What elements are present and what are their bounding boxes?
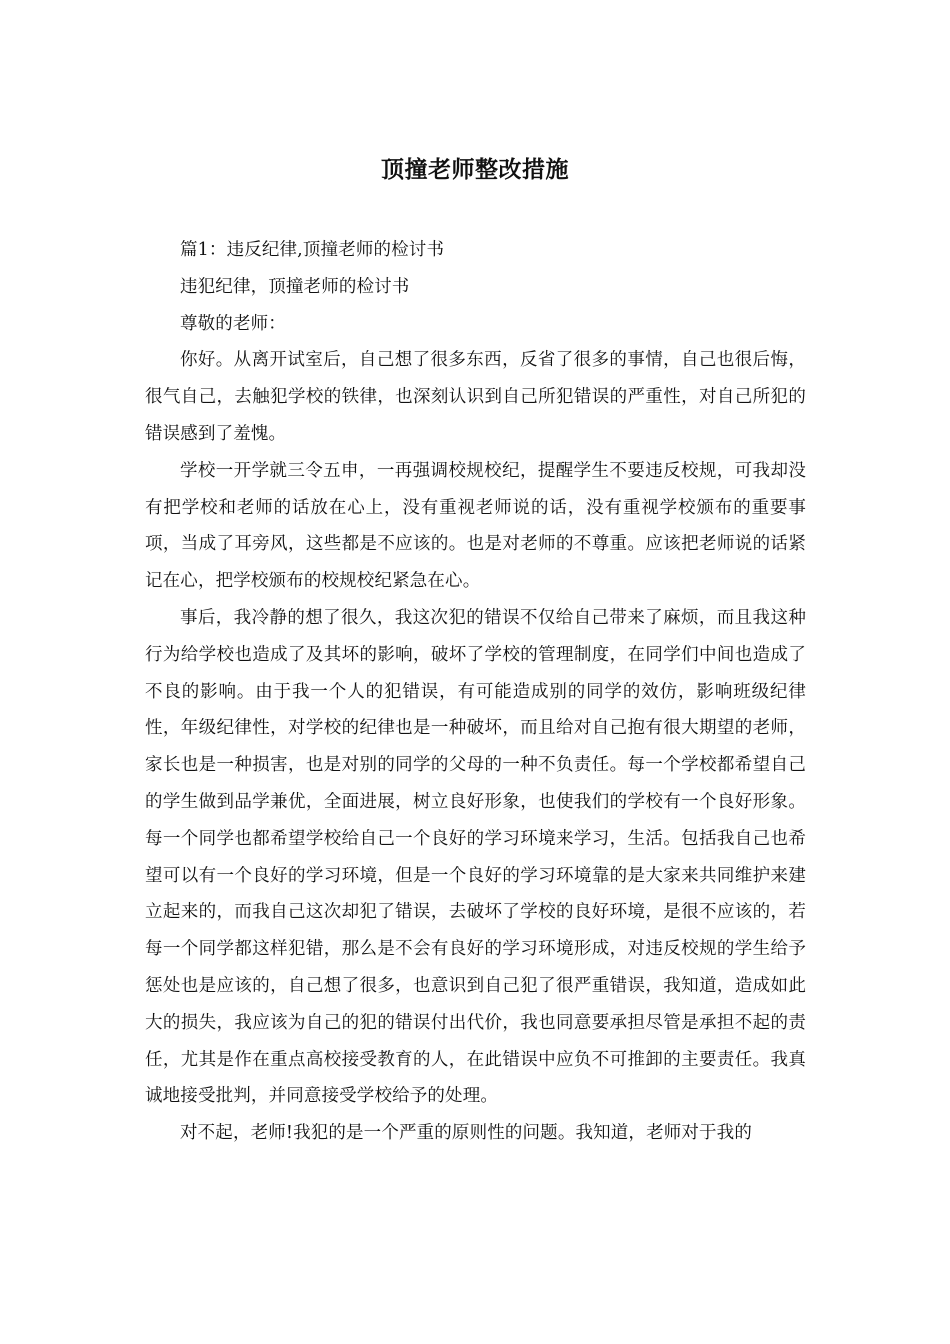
document-title: 顶撞老师整改措施 [381,156,569,183]
paragraph-body: 事后，我冷静的想了很久，我这次犯的错误不仅给自己带来了麻烦，而且我这种行为给学校也造成了及其坏的影响，破坏了学校的管理制度，在同学们中间也造成了不良的影响。由于我一个人的犯错误，有可能造成别的同学的效仿，影响班级纪律性，年级纪律性，对学校的纪律也是一种破坏，而且给对自己抱有很大期望的老师，家长也是一种损害，也是对别的同学的父母的一种不负责任。每一个学校都希望自己的学生做到品学兼优，全面进展，树立良好形象，也使我们的学校有一个良好形象。每一个同学也都希望学校给自己一个良好的学习环境来学习，生活。包括我自己也希望可以有一个良好的学习环境，但是一个良好的学习环境靠的是大家来共同维护来建立起来的，而我自己这次却犯了错误，去破坏了学校的良好环境，是很不应该的，若每一个同学都这样犯错，那么是不会有良好的学习环境形成，对违反校规的学生给予惩处也是应该的，自己想了很多，也意识到自己犯了很严重错误，我知道，造成如此大的损失，我应该为自己的犯的错误付出代价，我也同意要承担尽管是承担不起的责任，尤其是作在重点高校接受教育的人，在此错误中应负不可推卸的主要责任。我真诚地接受批判，并同意接受学校给予的处理。 [145,607,806,1107]
paragraph-body: 你好。从离开试室后，自己想了很多东西，反省了很多的事情，自己也很后悔，很气自己，去触犯学校的铁律，也深刻认识到自己所犯错误的严重性，对自己所犯的错误感到了羞愧。 [145,350,806,444]
paragraph-section-heading: 篇1：违反纪律,顶撞老师的检讨书 [180,240,445,260]
paragraph-letter-title: 违犯纪律，顶撞老师的检讨书 [180,276,410,297]
paragraph-body: 对不起，老师!我犯的是一个严重的原则性的问题。我知道，老师对于我的 [180,1123,752,1144]
paragraph-body: 学校一开学就三令五申，一再强调校规校纪，提醒学生不要违反校规，可我却没有把学校和老师的话放在心上，没有重视老师说的话，没有重视学校颁布的重要事项，当成了耳旁风，这些都是不应该的。也是对老师的不尊重。应该把老师说的话紧记在心，把学校颁布的校规校纪紧急在心。 [145,460,806,592]
document-body [145,232,806,1152]
paragraph-salutation: 尊敬的老师： [180,313,286,334]
